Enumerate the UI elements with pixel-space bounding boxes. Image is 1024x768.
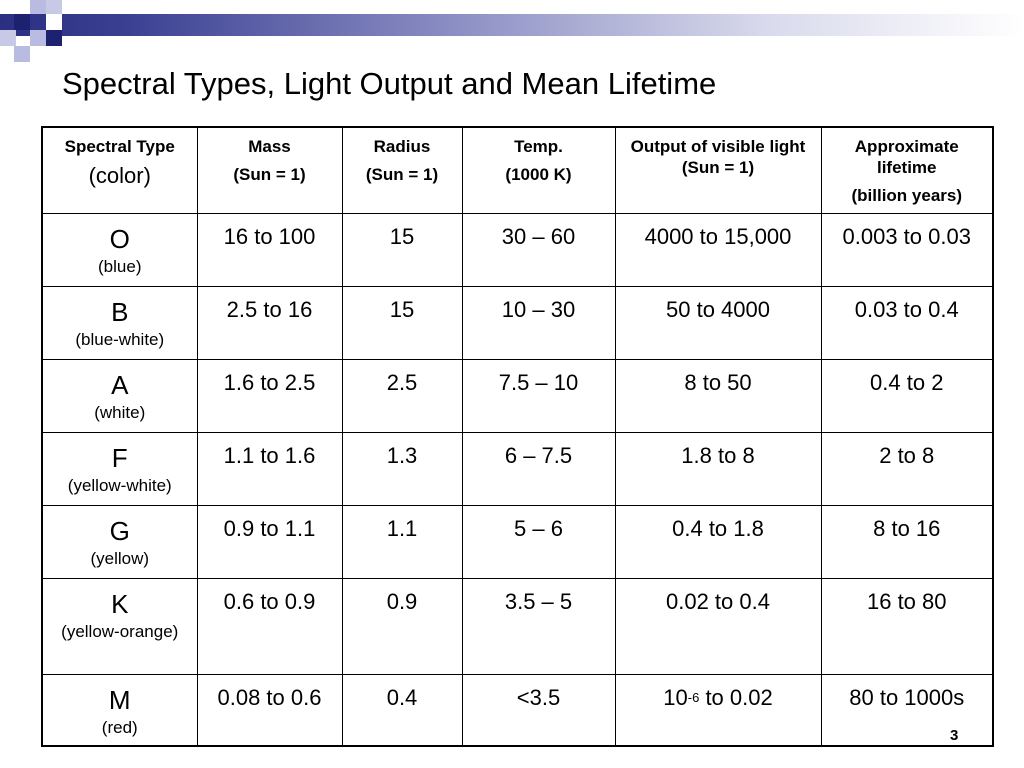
cell-lifetime: 16 to 80 xyxy=(821,578,993,674)
cell-radius: 0.4 xyxy=(342,674,462,746)
cell-lifetime: 80 to 1000s xyxy=(821,674,993,746)
spectral-color: (red) xyxy=(101,717,138,737)
cell-mass: 0.08 to 0.6 xyxy=(197,674,342,746)
header-label: Output of visible light (Sun = 1) xyxy=(630,137,806,177)
output-exponent: -6 xyxy=(687,689,700,705)
header-temp xyxy=(462,127,615,213)
header-output xyxy=(615,127,821,213)
cell-temp: 30 – 60 xyxy=(462,213,615,286)
cell-temp: 10 – 30 xyxy=(462,286,615,359)
cell-radius: 2.5 xyxy=(342,359,462,432)
cell-temp: 3.5 – 5 xyxy=(462,578,615,674)
cell-radius: 0.9 xyxy=(342,578,462,674)
header-label: Spectral Type xyxy=(64,137,175,156)
cell-output: 8 to 50 xyxy=(615,359,821,432)
cell-output xyxy=(615,674,821,746)
cell-mass: 1.6 to 2.5 xyxy=(197,359,342,432)
header-label: Mass xyxy=(248,137,291,156)
decor-square xyxy=(14,14,30,30)
cell-spectral-type xyxy=(42,359,197,432)
decor-square xyxy=(46,14,62,30)
cell-lifetime: 2 to 8 xyxy=(821,432,993,505)
spectral-color: (blue) xyxy=(98,256,142,276)
cell-mass: 1.1 to 1.6 xyxy=(197,432,342,505)
cell-radius: 15 xyxy=(342,286,462,359)
table-row xyxy=(42,674,993,746)
cell-radius: 1.1 xyxy=(342,505,462,578)
header-label: Temp. xyxy=(514,137,563,156)
decor-square xyxy=(46,0,62,14)
cell-mass: 0.9 to 1.1 xyxy=(197,505,342,578)
header-sublabel: (Sun = 1) xyxy=(233,165,306,184)
cell-temp: 6 – 7.5 xyxy=(462,432,615,505)
decor-square xyxy=(30,0,46,14)
header-label: Approximate lifetime xyxy=(854,137,959,177)
spectral-letter: K xyxy=(111,588,129,619)
cell-output: 50 to 4000 xyxy=(615,286,821,359)
header-sublabel: (billion years) xyxy=(851,186,963,205)
decor-square xyxy=(30,30,46,46)
cell-output: 1.8 to 8 xyxy=(615,432,821,505)
spectral-letter: O xyxy=(109,223,130,254)
spectral-color: (blue-white) xyxy=(75,329,165,349)
table-header-row xyxy=(42,127,993,213)
spectral-types-table xyxy=(41,126,994,747)
cell-mass: 16 to 100 xyxy=(197,213,342,286)
spectral-color: (yellow-white) xyxy=(67,475,172,495)
spectral-color: (yellow) xyxy=(90,548,150,568)
spectral-letter: F xyxy=(111,442,128,473)
cell-radius: 1.3 xyxy=(342,432,462,505)
cell-output: 0.02 to 0.4 xyxy=(615,578,821,674)
header-mass xyxy=(197,127,342,213)
table-row xyxy=(42,286,993,359)
header-sublabel: (color) xyxy=(88,163,151,188)
decor-square xyxy=(0,30,16,46)
cell-spectral-type xyxy=(42,213,197,286)
cell-radius: 15 xyxy=(342,213,462,286)
cell-spectral-type xyxy=(42,432,197,505)
cell-lifetime: 0.003 to 0.03 xyxy=(821,213,993,286)
header-label: Radius xyxy=(373,137,431,156)
table-row xyxy=(42,359,993,432)
page-number: 3 xyxy=(950,727,959,744)
output-rest: to 0.02 xyxy=(699,684,773,710)
cell-temp: 5 – 6 xyxy=(462,505,615,578)
spectral-color: (white) xyxy=(94,402,146,422)
header-spectral-type xyxy=(42,127,197,213)
cell-mass: 0.6 to 0.9 xyxy=(197,578,342,674)
cell-lifetime: 0.03 to 0.4 xyxy=(821,286,993,359)
header-lifetime xyxy=(821,127,993,213)
cell-temp: 7.5 – 10 xyxy=(462,359,615,432)
table-row xyxy=(42,213,993,286)
slide-title: Spectral Types, Light Output and Mean Lifetime xyxy=(62,66,717,101)
cell-spectral-type xyxy=(42,505,197,578)
spectral-letter: A xyxy=(111,369,129,400)
cell-spectral-type xyxy=(42,286,197,359)
output-base: 10 xyxy=(663,684,688,710)
spectral-letter: M xyxy=(108,684,131,715)
cell-lifetime: 8 to 16 xyxy=(821,505,993,578)
spectral-letter: G xyxy=(109,515,130,546)
table-row xyxy=(42,578,993,674)
cell-output: 0.4 to 1.8 xyxy=(615,505,821,578)
header-sublabel: (Sun = 1) xyxy=(365,165,439,184)
cell-spectral-type xyxy=(42,578,197,674)
header-decor-band xyxy=(0,14,1024,36)
decor-square xyxy=(14,46,30,62)
spectral-color: (yellow-orange) xyxy=(61,621,179,641)
table-row xyxy=(42,432,993,505)
cell-output: 4000 to 15,000 xyxy=(615,213,821,286)
header-sublabel: (1000 K) xyxy=(505,165,572,184)
decor-square xyxy=(46,30,62,46)
cell-mass: 2.5 to 16 xyxy=(197,286,342,359)
table-row xyxy=(42,505,993,578)
spectral-letter: B xyxy=(111,296,129,327)
cell-spectral-type xyxy=(42,674,197,746)
cell-lifetime: 0.4 to 2 xyxy=(821,359,993,432)
cell-temp: <3.5 xyxy=(462,674,615,746)
header-radius xyxy=(342,127,462,213)
